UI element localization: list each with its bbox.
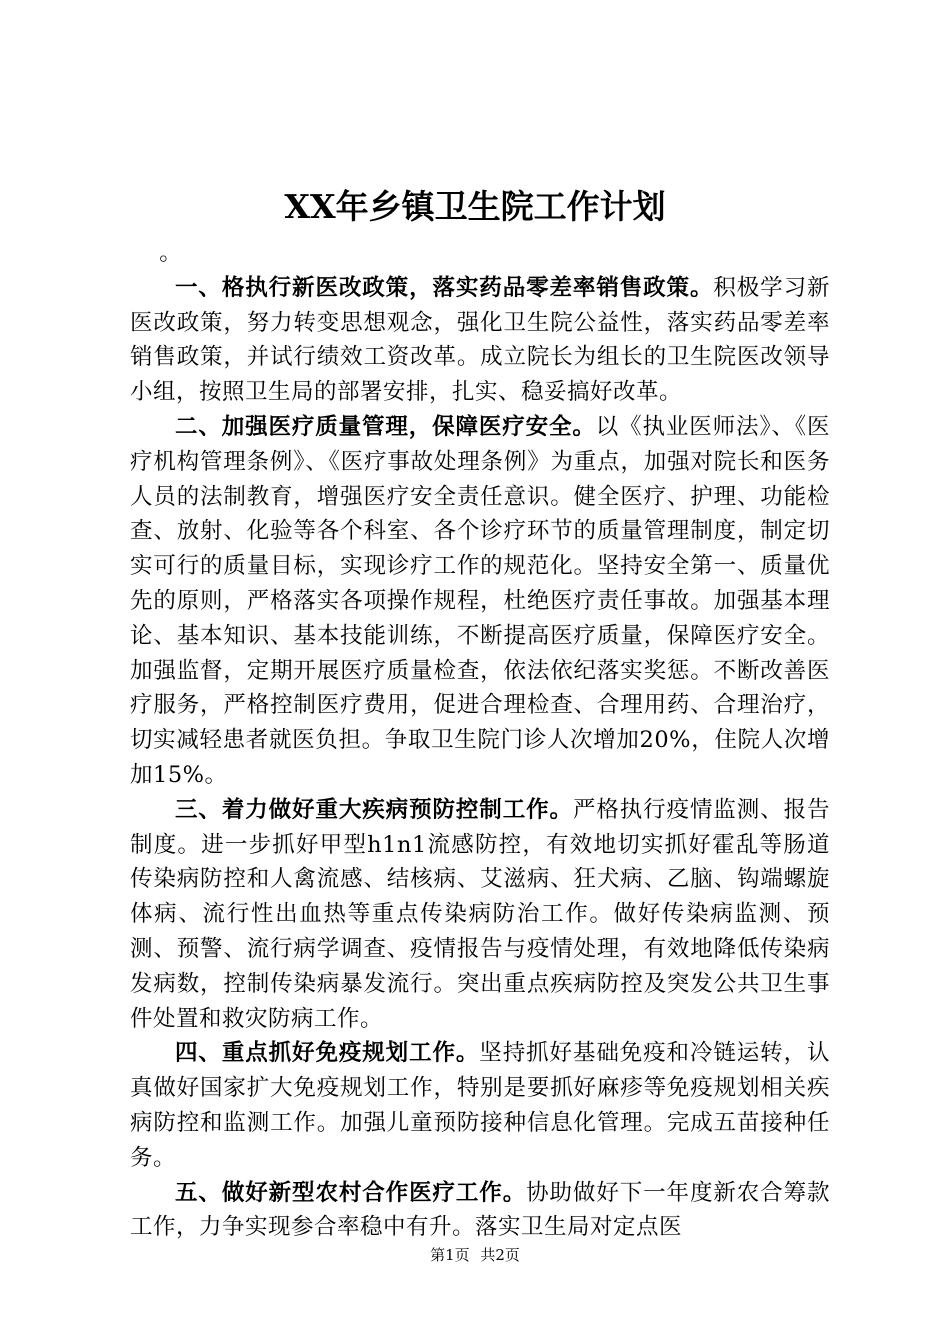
page-footer (0, 1245, 950, 1265)
section-1-body: 积极学习新医改政策，努力转变思想观念，强化卫生院公益性，落实药品零差率销售政策，并试行绩效工资改革。成立院长为组长的卫生院医改领导小组，按照卫生局的部署安排，扎实、稳妥搞好改革。 (130, 274, 830, 406)
section-3-heading: 三、着力做好重大疾病预防控制工作。 (175, 796, 573, 823)
section-5-body: 协助做好下一年度新农合筹款工作，力争实现参合率稳中有升。落实卫生局对定点医 (130, 1179, 830, 1241)
section-5 (130, 1176, 830, 1246)
section-3 (130, 793, 830, 1037)
document-title: XX年乡镇卫生院工作计划 (284, 187, 666, 226)
section-1 (130, 271, 830, 410)
section-5-heading: 五、做好新型农村合作医疗工作。 (175, 1179, 527, 1206)
section-3-body: 严格执行疫情监测、报告制度。进一步抓好甲型h1n1流感防控，有效地切实抓好霍乱等肠道传染病防控和人禽流感、结核病、艾滋病、狂犬病、乙脑、钩端螺旋体病、流行性出血热等重点传染病防治工作。做好传染病监测、预测、预警、流行病学调查、疫情报告与疫情处理，有效地降低传染病发病数，控制传染病暴发流行。突出重点疾病防控及突发公共卫生事件处置和救灾防病工作。 (130, 796, 830, 1032)
section-2-body: 以《执业医师法》、《医疗机构管理条例》、《医疗事故处理条例》为重点，加强对院长和医务人员的法制教育，增强医疗安全责任意识。健全医疗、护理、功能检查、放射、化验等各个科室、各个诊疗环节的质量管理制度，制定切实可行的质量目标，实现诊疗工作的规范化。坚持安全第一、质量优先的原则，严格落实各项操作规程，杜绝医疗责任事故。加强基本理论、基本知识、基本技能训练，不断提高医疗质量，保障医疗安全。加强监督，定期开展医疗质量检查，依法依纪落实奖惩。不断改善医疗服务，严格控制医疗费用，促进合理检查、合理用药、合理治疗，切实减轻患者就医负担。争取卫生院门诊人次增加20%，住院人次增加15%。 (130, 413, 830, 788)
page-number: 第1页 (430, 1246, 470, 1264)
lead-mark: 。 (159, 240, 183, 266)
section-1-heading: 一、格执行新医改政策，落实药品零差率销售政策。 (175, 274, 714, 301)
section-4-body: 坚持抓好基础免疫和冷链运转，认真做好国家扩大免疫规划工作，特别是要抓好麻疹等免疫规划相关疾病防控和监测工作。加强儿童预防接种信息化管理。完成五苗接种任务。 (130, 1040, 830, 1171)
page-total: 共2页 (480, 1246, 520, 1264)
section-2-heading: 二、加强医疗质量管理，保障医疗安全。 (175, 413, 596, 440)
section-4-heading: 四、重点抓好免疫规划工作。 (175, 1040, 480, 1067)
document-body (130, 236, 830, 1245)
section-2 (130, 410, 830, 793)
section-4 (130, 1036, 830, 1175)
